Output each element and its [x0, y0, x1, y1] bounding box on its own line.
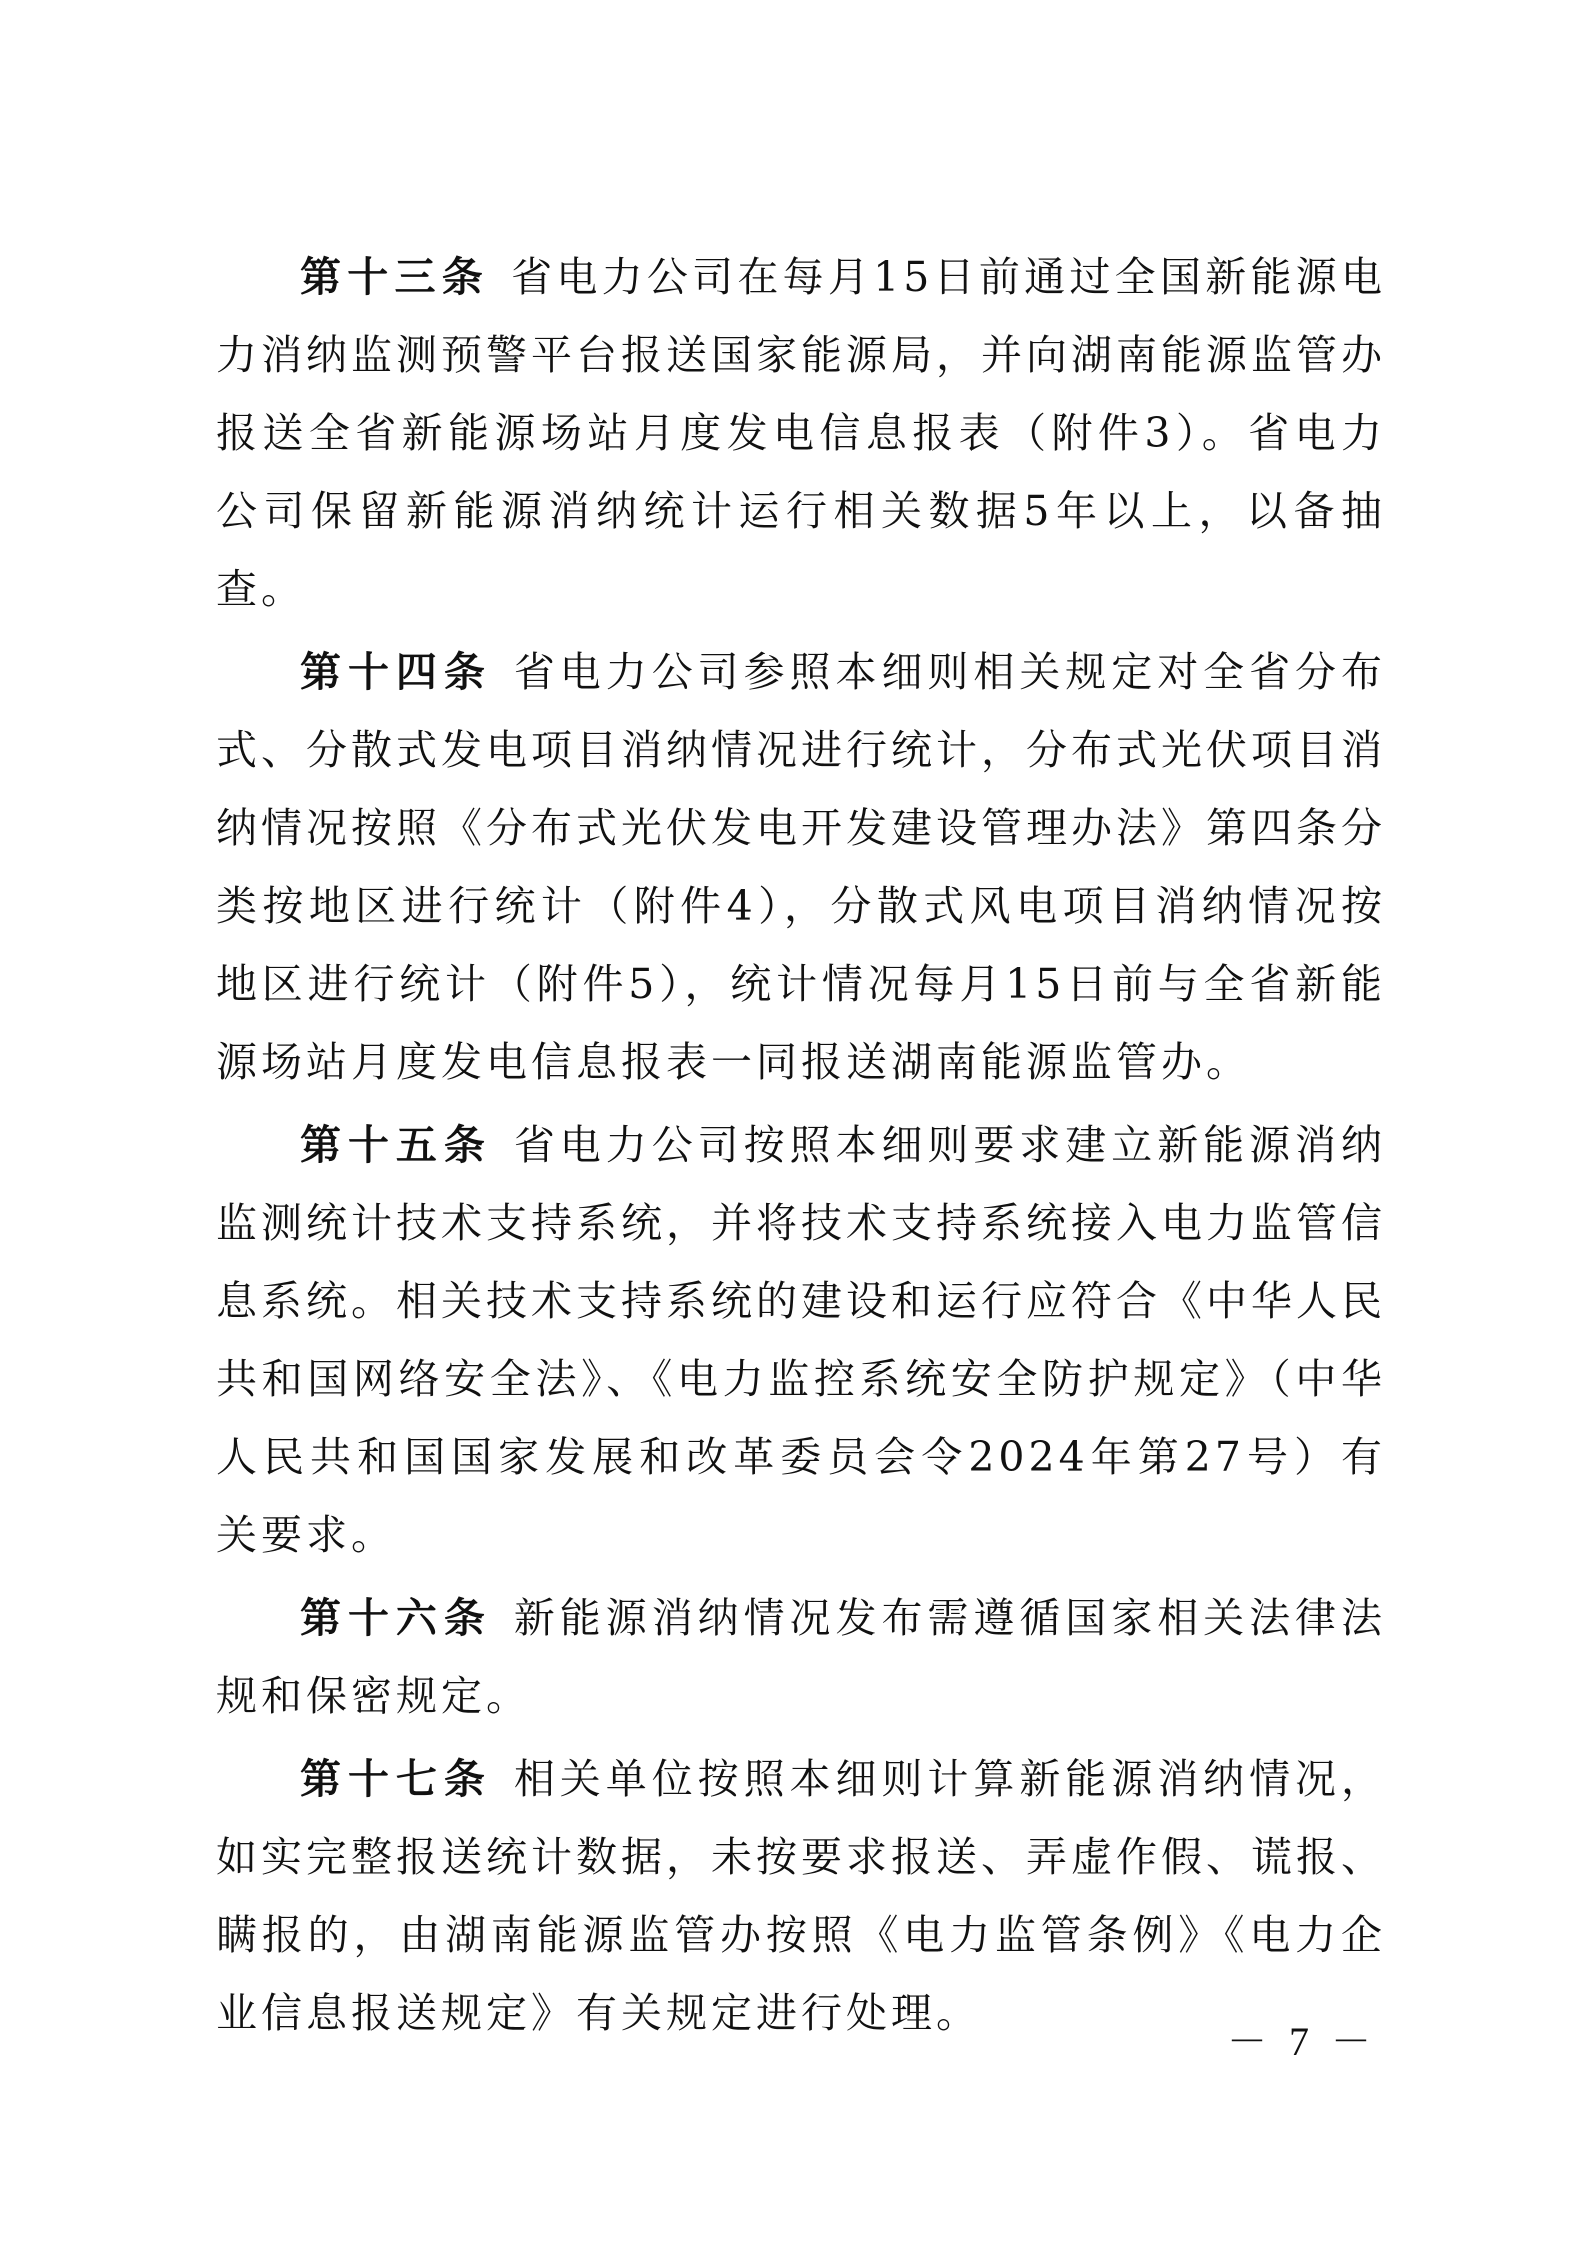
article-13-number: 第十三条 — [300, 253, 490, 301]
article-13-text: 省电力公司在每月15日前通过全国新能源电力消纳监测预警平台报送国家能源局，并向湖南能源监管办报送全省新能源场站月度发电信息报表（附件3）。省电力公司保留新能源消纳统计运行相关数据5年以上，以备抽查。 — [216, 253, 1386, 613]
page-number: － 7 － — [1227, 2019, 1377, 2064]
article-14-text: 省电力公司参照本细则相关规定对全省分布式、分散式发电项目消纳情况进行统计，分布式光伏项目消纳情况按照《分布式光伏发电开发建设管理办法》第四条分类按地区进行统计（附件4），分散式风电项目消纳情况按地区进行统计（附件5），统计情况每月15日前与全省新能源场站月度发电信息报表一同报送湖南能源监管办。 — [216, 648, 1387, 1086]
article-13 — [216, 238, 1386, 628]
article-14 — [216, 633, 1386, 1101]
article-16-text: 新能源消纳情况发布需遵循国家相关法律法规和保密规定。 — [216, 1594, 1387, 1720]
article-14-number: 第十四条 — [300, 648, 492, 696]
article-16-number: 第十六条 — [300, 1594, 492, 1642]
article-17-number: 第十七条 — [300, 1755, 492, 1803]
article-17-text: 相关单位按照本细则计算新能源消纳情况，如实完整报送统计数据，未按要求报送、弄虚作假、谎报、瞒报的，由湖南能源监管办按照《电力监管条例》《电力企业信息报送规定》有关规定进行处理。 — [216, 1755, 1387, 2037]
article-15-text: 省电力公司按照本细则要求建立新能源消纳监测统计技术支持系统，并将技术支持系统接入电力监管信息系统。相关技术支持系统的建设和运行应符合《中华人民共和国网络安全法》、《电力监控系统安全防护规定》（中华人民共和国国家发展和改革委员会令2024年第27号）有关要求。 — [216, 1121, 1387, 1559]
article-16 — [216, 1579, 1386, 1735]
article-17 — [216, 1740, 1386, 2052]
article-15-number: 第十五条 — [300, 1121, 492, 1169]
article-15 — [216, 1106, 1386, 1574]
document-body — [216, 238, 1386, 2057]
